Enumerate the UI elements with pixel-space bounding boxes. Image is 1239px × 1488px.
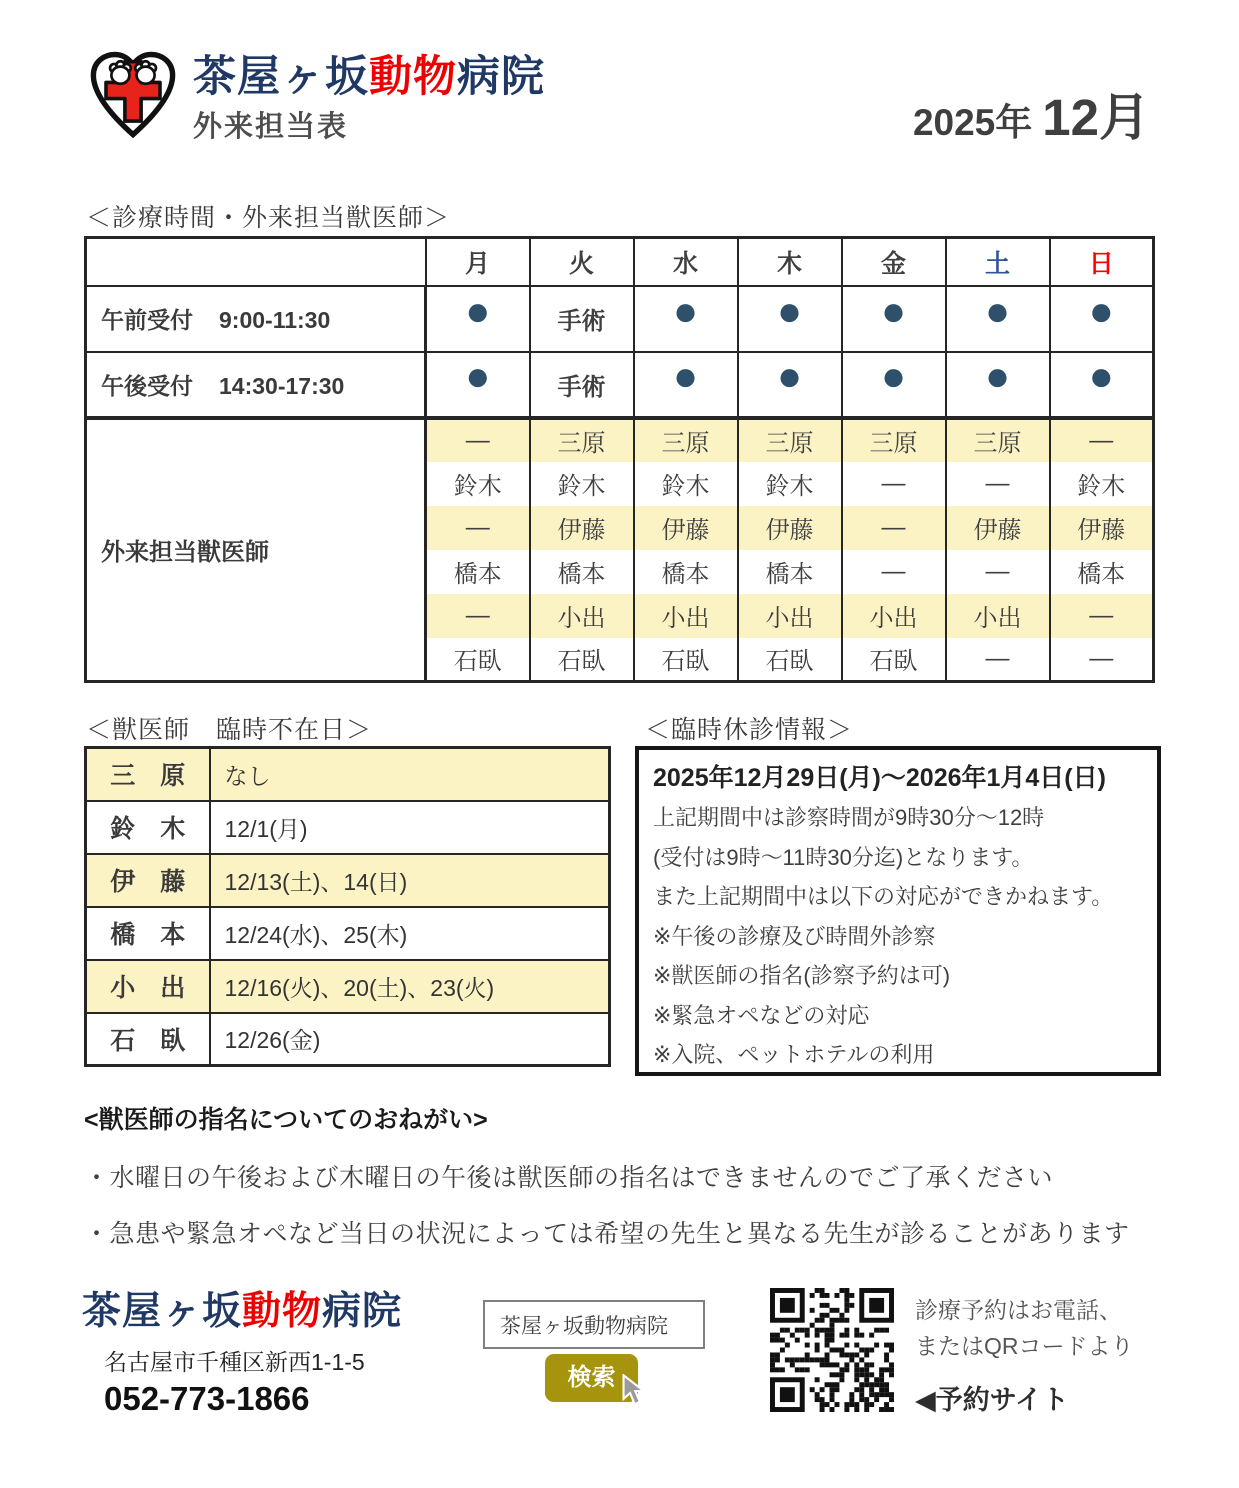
absence-dates-cell: 12/16(火)、20(土)、23(火) — [210, 960, 610, 1013]
schedule-table — [84, 236, 1155, 683]
reservation-site-label: ◀予約サイト — [915, 1385, 1069, 1415]
vet-cell: 橋本 — [738, 550, 842, 594]
vet-cell: 三原 — [738, 418, 842, 462]
absence-section-title: ＜獣医師 臨時不在日＞ — [86, 716, 373, 744]
vet-cell: 小出 — [530, 594, 634, 638]
vet-cell: 伊藤 — [738, 506, 842, 550]
day-header-mon: 月 — [426, 238, 530, 286]
vet-cell: 鈴木 — [738, 462, 842, 506]
open-dot-cell: ● — [426, 352, 530, 418]
vet-cell: 伊藤 — [946, 506, 1050, 550]
vet-cell: 橋本 — [426, 550, 530, 594]
vet-cell: 小出 — [738, 594, 842, 638]
open-dot-cell: ● — [426, 286, 530, 352]
absence-dates-cell: なし — [210, 748, 610, 801]
vet-name-cell: 伊 藤 — [86, 854, 210, 907]
absence-dates-cell: 12/1(月) — [210, 801, 610, 854]
vet-cell: — — [946, 462, 1050, 506]
vet-cell: 橋本 — [530, 550, 634, 594]
day-header-row — [86, 238, 1154, 286]
notes-section — [84, 1100, 1194, 1270]
vet-cell: 伊藤 — [1050, 506, 1154, 550]
vet-cell: — — [842, 506, 946, 550]
absence-row — [86, 748, 610, 801]
absence-row — [86, 854, 610, 907]
absence-row — [86, 1013, 610, 1066]
open-dot-cell: ● — [842, 286, 946, 352]
qr-code — [770, 1288, 894, 1412]
holiday-line: 上記期間中は診察時間が9時30分～12時 — [653, 805, 1045, 830]
vet-cell: — — [426, 506, 530, 550]
vet-cell: 橋本 — [634, 550, 738, 594]
footer-clinic-name-accent: 動物 — [242, 1290, 323, 1333]
vet-cell: 伊藤 — [634, 506, 738, 550]
day-header-tue: 火 — [530, 238, 634, 286]
note-item: ・急患や緊急オペなど当日の状況によっては希望の先生と異なる先生が診ることがあります — [84, 1220, 1130, 1248]
vet-cell: — — [1050, 638, 1154, 682]
surgery-cell: 手術 — [530, 352, 634, 418]
open-dot-cell: ● — [1050, 352, 1154, 418]
vet-name-cell: 鈴 木 — [86, 801, 210, 854]
absence-dates-cell: 12/13(土)、14(日) — [210, 854, 610, 907]
vet-cell: — — [1050, 418, 1154, 462]
vet-cell: — — [426, 594, 530, 638]
vet-name-cell: 小 出 — [86, 960, 210, 1013]
search-button[interactable]: 検索 — [545, 1354, 638, 1402]
note-item: ・水曜日の午後および木曜日の午後は獣医師の指名はできませんのでご了承ください — [84, 1164, 1054, 1192]
reception-row — [86, 352, 1154, 418]
holiday-line: ※緊急オペなどの対応 — [653, 1002, 870, 1028]
vet-cell: 三原 — [946, 418, 1050, 462]
vet-cell: — — [426, 418, 530, 462]
surgery-cell: 手術 — [530, 286, 634, 352]
holiday-info-box — [635, 746, 1161, 1076]
reception-label: 午後受付 14:30-17:30 — [86, 352, 426, 418]
absence-row — [86, 907, 610, 960]
qr-caption: 診療予約はお電話、 またはQRコードより — [915, 1297, 1134, 1359]
open-dot-cell: ● — [634, 352, 738, 418]
vet-cell: 鈴木 — [634, 462, 738, 506]
schedule-date — [913, 76, 1150, 150]
clinic-title-accent: 動物 — [369, 53, 457, 101]
absence-table — [84, 746, 611, 1067]
clinic-phone-number: 052-773-1866 — [104, 1380, 310, 1417]
absence-dates-cell: 12/26(金) — [210, 1013, 610, 1066]
search-input[interactable] — [483, 1300, 705, 1349]
holiday-line: ※入院、ペットホテルの利用 — [653, 1042, 935, 1067]
vet-cell: 石臥 — [842, 638, 946, 682]
reception-label: 午前受付 9:00-11:30 — [86, 286, 426, 352]
day-header-wed: 水 — [634, 238, 738, 286]
vet-cell: 三原 — [634, 418, 738, 462]
vet-cell: — — [842, 550, 946, 594]
date-month: 12月 — [1042, 89, 1150, 146]
absence-row — [86, 960, 610, 1013]
vet-cell: — — [1050, 594, 1154, 638]
vet-cell: — — [946, 638, 1050, 682]
mouse-cursor-icon — [618, 1374, 650, 1408]
vet-cell: 三原 — [530, 418, 634, 462]
vet-cell: 三原 — [842, 418, 946, 462]
day-header-thu: 木 — [738, 238, 842, 286]
vet-cell: 石臥 — [634, 638, 738, 682]
date-year: 2025年 — [912, 102, 1033, 143]
absence-row — [86, 801, 610, 854]
vet-cell: 橋本 — [1050, 550, 1154, 594]
vet-name-cell: 橋 本 — [86, 907, 210, 960]
holiday-line: ※獣医師の指名(診察予約は可) — [653, 963, 951, 988]
holiday-period: 2025年12月29日(月)～2026年1月4日(日) — [653, 764, 1106, 792]
page-title: 外来担当表 — [193, 111, 349, 144]
schedule-section-title: ＜診療時間・外来担当獣医師＞ — [86, 204, 451, 232]
vet-cell: 鈴木 — [530, 462, 634, 506]
vet-section-label: 外来担当獣医師 — [86, 418, 426, 682]
reception-row — [86, 286, 1154, 352]
open-dot-cell: ● — [634, 286, 738, 352]
clinic-address: 名古屋市千種区新西1-1-5 — [104, 1349, 365, 1375]
vet-cell: — — [842, 462, 946, 506]
open-dot-cell: ● — [738, 286, 842, 352]
vet-name-cell: 三 原 — [86, 748, 210, 801]
vet-cell: — — [946, 550, 1050, 594]
holiday-line: また上記期間中は以下の対応ができかねます。 — [653, 884, 1114, 909]
day-header-fri: 金 — [842, 238, 946, 286]
vet-cell: 伊藤 — [530, 506, 634, 550]
day-header-sat: 土 — [946, 238, 1050, 286]
open-dot-cell: ● — [1050, 286, 1154, 352]
empty-corner-cell — [86, 238, 426, 286]
notes-title: <獣医師の指名についてのおねがい> — [84, 1106, 488, 1134]
holiday-section-title: ＜臨時休診情報＞ — [645, 716, 854, 744]
clinic-title: 茶屋ヶ坂動物病院 — [193, 53, 545, 101]
open-dot-cell: ● — [946, 286, 1050, 352]
vet-cell: 鈴木 — [1050, 462, 1154, 506]
open-dot-cell: ● — [738, 352, 842, 418]
vet-cell: 石臥 — [530, 638, 634, 682]
vet-cell: 石臥 — [426, 638, 530, 682]
vet-cell: 小出 — [946, 594, 1050, 638]
holiday-line: (受付は9時～11時30分迄)となります。 — [653, 844, 1034, 870]
open-dot-cell: ● — [842, 352, 946, 418]
vet-name-cell: 石 臥 — [86, 1013, 210, 1066]
vet-cell: 小出 — [842, 594, 946, 638]
vet-row — [86, 418, 1154, 462]
open-dot-cell: ● — [946, 352, 1050, 418]
vet-cell: 石臥 — [738, 638, 842, 682]
footer-clinic-name: 茶屋ヶ坂動物病院 — [82, 1290, 403, 1333]
vet-cell: 鈴木 — [426, 462, 530, 506]
vet-cell: 小出 — [634, 594, 738, 638]
day-header-sun: 日 — [1050, 238, 1154, 286]
absence-dates-cell: 12/24(水)、25(木) — [210, 907, 610, 960]
clinic-logo-heart-cross-icon — [88, 48, 178, 142]
holiday-line: ※午後の診療及び時間外診察 — [653, 923, 936, 949]
